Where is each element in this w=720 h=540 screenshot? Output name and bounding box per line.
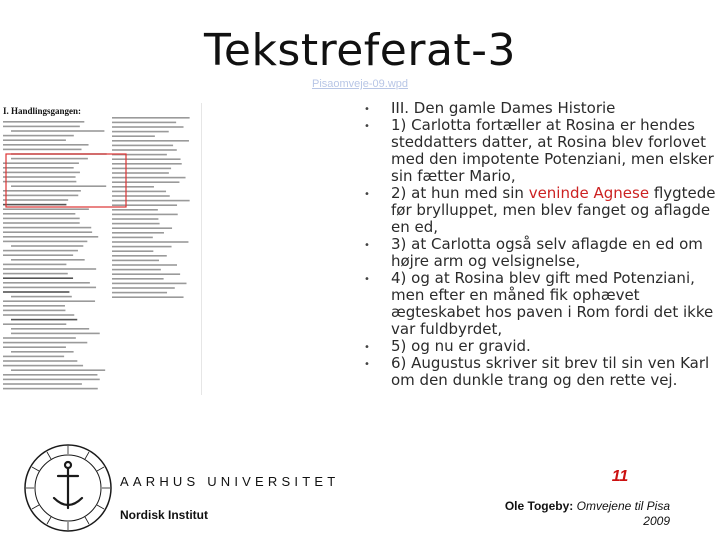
document-text-line: [112, 232, 164, 234]
bullet-item: [364, 338, 716, 355]
bullet-dot-icon: •: [364, 104, 370, 115]
footer-year: 2009: [643, 514, 670, 528]
document-text-line: [112, 296, 184, 298]
document-text-line: [112, 177, 186, 179]
document-text-line: [112, 214, 178, 216]
document-text-line: [11, 333, 100, 335]
document-text-line: [3, 139, 66, 141]
document-text-line: [112, 218, 158, 220]
bullet-item: [364, 117, 716, 185]
document-text-line: [3, 231, 92, 233]
document-text-line: [112, 227, 172, 229]
document-text-line: [11, 319, 77, 321]
bullet-list: [364, 100, 716, 389]
document-text-line: [112, 255, 167, 257]
document-text-line: [11, 130, 104, 132]
document-text-line: [3, 277, 73, 279]
document-text-line: [3, 126, 80, 128]
bullet-text: 3) at Carlotta også selv aflagde en ed om højre arm og velsignelse,: [391, 235, 703, 270]
footer-citation: [505, 499, 670, 529]
document-text-line: [112, 126, 184, 128]
document-text-line: [112, 204, 177, 206]
department-name: Nordisk Institut: [120, 508, 209, 522]
document-text-line: [3, 195, 78, 197]
document-text-line: [11, 259, 85, 261]
document-text-line: [112, 264, 177, 266]
bullet-item: [364, 100, 716, 117]
document-text-line: [112, 135, 155, 137]
document-text-line: [3, 121, 84, 123]
document-text-line: [3, 254, 73, 256]
document-text-line: [3, 346, 66, 348]
document-text-line: [3, 305, 65, 307]
document-text-line: [3, 388, 98, 390]
document-text-line: [3, 323, 66, 325]
document-text-line: [3, 218, 80, 220]
bullet-text: 5) og nu er gravid.: [391, 337, 531, 355]
document-text-line: [112, 283, 186, 285]
footer-work-title: Omvejene til Pisa: [576, 499, 670, 513]
document-text-line: [3, 144, 89, 146]
document-text-line: [112, 117, 190, 119]
document-text-line: [3, 250, 78, 252]
document-text-line: [3, 342, 87, 344]
bullet-dot-icon: •: [364, 274, 370, 285]
document-text-line: [112, 181, 179, 183]
document-text-line: [112, 145, 173, 147]
document-text-line: [112, 186, 154, 188]
document-text-line: [112, 140, 189, 142]
document-text-line: [11, 296, 72, 298]
document-text-line: [3, 282, 90, 284]
bullet-text-pre: 2) at hun med sin: [391, 184, 529, 202]
document-text-line: [3, 213, 75, 215]
footer-author: Ole Togeby:: [504, 499, 574, 513]
document-text-line: [3, 135, 74, 137]
document-text-line: [112, 131, 169, 133]
document-text-line: [3, 287, 96, 289]
bullet-highlight: veninde Agnese: [528, 184, 650, 202]
document-text-line: [11, 185, 106, 187]
slide-title: Tekstreferat-3: [203, 25, 517, 76]
document-text-line: [112, 122, 176, 124]
bullet-text: 6) Augustus skriver sit brev til sin ven Karl om den dunkle trang og den rette vej.: [391, 354, 710, 389]
document-text-line: [3, 273, 68, 275]
document-text-line: [112, 237, 153, 239]
document-text-line: [3, 227, 91, 229]
document-thumbnail: [0, 103, 202, 395]
document-text-line: [112, 287, 175, 289]
bullet-dot-icon: •: [364, 359, 370, 370]
document-text-line: [112, 163, 182, 165]
document-text-line: [11, 369, 105, 371]
document-text-line: [3, 268, 96, 270]
document-text-line: [3, 314, 74, 316]
bullet-item: [364, 355, 716, 389]
document-text-line: [3, 360, 77, 362]
document-text-line: [3, 241, 87, 243]
document-text-line: [112, 149, 177, 151]
document-text-line: [3, 204, 66, 206]
document-text-line: [112, 200, 190, 202]
document-text-line: [112, 172, 169, 174]
bullet-text: 1) Carlotta fortæller at Rosina er hendes steddatters datter, at Rosina blev forlovet med den impotente Potenziani, men elsker sin fætter Mario,: [391, 116, 714, 185]
document-text-line: [3, 167, 74, 169]
document-text-line: [3, 365, 83, 367]
document-text-line: [3, 190, 81, 192]
document-text-line: [3, 300, 95, 302]
document-text-line: [112, 195, 170, 197]
document-text-line: [11, 328, 89, 330]
document-text-line: [3, 337, 76, 339]
document-text-line: [112, 250, 153, 252]
document-text-line: [3, 222, 80, 224]
bullet-item: [364, 236, 716, 270]
document-text-line: [112, 260, 159, 262]
bullet-dot-icon: •: [364, 240, 370, 251]
document-text-line: [3, 208, 89, 210]
document-thumbnail-image: [0, 103, 201, 395]
document-text-line: [112, 269, 161, 271]
bullet-text: 4) og at Rosina blev gift med Potenziani, men efter en måned fik ophævet ægteskabet hos paven i Rom fordi det ikke var fuldbyrdet,: [391, 269, 714, 338]
document-highlight-box: [6, 154, 126, 207]
document-text-line: [3, 379, 100, 381]
document-text-line: [112, 278, 164, 280]
document-text-line: [3, 291, 69, 293]
university-name: AARHUS UNIVERSITET: [120, 474, 340, 489]
document-text-line: [11, 158, 88, 160]
document-text-line: [3, 236, 98, 238]
document-text-line: [3, 181, 76, 183]
document-text-line: [3, 162, 79, 164]
bullet-text-post: flygtede før brylluppet, men blev fanget og aflagde en ed,: [391, 184, 716, 236]
document-text-line: [112, 158, 181, 160]
document-text-line: [112, 223, 160, 225]
document-text-line: [112, 292, 167, 294]
document-text-line: [3, 310, 65, 312]
document-text-line: [3, 374, 97, 376]
aarhus-university-seal-icon: [22, 442, 114, 534]
page-number: 11: [611, 468, 629, 485]
document-text-line: [112, 273, 180, 275]
document-text-line: [3, 356, 64, 358]
bullet-text: III. Den gamle Dames Historie: [391, 99, 616, 117]
document-text-line: [112, 209, 158, 211]
document-text-line: [112, 246, 172, 248]
document-text-line: [3, 176, 76, 178]
document-text-line: [3, 149, 82, 151]
document-text-line: [3, 383, 82, 385]
document-text-line: [112, 241, 188, 243]
bullet-item: [364, 270, 716, 338]
document-thumbnail-heading: I. Handlingsgangen:: [3, 106, 82, 116]
document-text-line: [112, 191, 166, 193]
document-text-line: [3, 264, 66, 266]
bullet-dot-icon: •: [364, 342, 370, 353]
document-text-line: [11, 351, 74, 353]
bullet-item: [364, 185, 716, 236]
document-text-line: [3, 172, 80, 174]
document-text-line: [11, 245, 83, 247]
document-file-link[interactable]: Pisaomveje-09.wpd: [312, 78, 408, 90]
document-text-line: [112, 168, 171, 170]
bullet-dot-icon: •: [364, 189, 370, 200]
bullet-dot-icon: •: [364, 121, 370, 132]
document-text-lines: [3, 117, 190, 389]
document-text-line: [3, 199, 68, 201]
